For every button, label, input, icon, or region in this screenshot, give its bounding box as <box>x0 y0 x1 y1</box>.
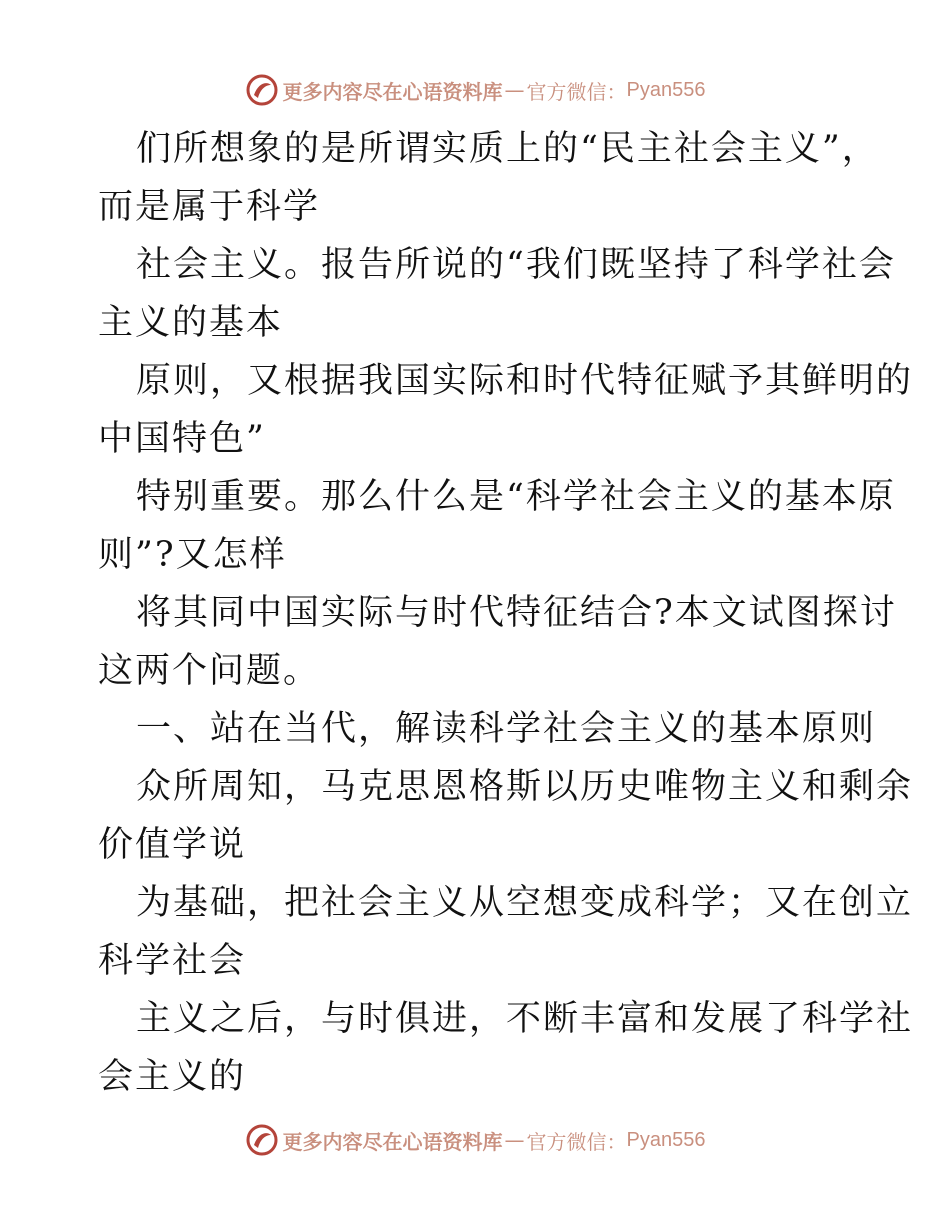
body-text-line: 社会主义。报告所说的“我们既坚持了科学社会 <box>136 245 896 285</box>
body-text-line: 而是属于科学 <box>98 187 321 227</box>
body-text-line: 众所周知，马克思恩格斯以历史唯物主义和剩余 <box>136 767 914 807</box>
body-text-line: 将其同中国实际与时代特征结合?本文试图探讨 <box>136 593 897 633</box>
banner-official-label: 官方微信： <box>526 79 627 104</box>
body-text-line: 则”?又怎样 <box>98 535 287 575</box>
banner-wechat-id: Pyan556 <box>626 78 706 101</box>
banner-separator: — <box>504 1128 525 1152</box>
banner-brand-text: 更多内容尽在心语资料库 <box>282 1129 503 1154</box>
body-text-line: 一、站在当代，解读科学社会主义的基本原则 <box>136 709 877 749</box>
body-text-line: 为基础，把社会主义从空想变成科学；又在创立 <box>136 883 914 923</box>
banner-official-label: 官方微信： <box>526 1129 627 1154</box>
banner-brand-text: 更多内容尽在心语资料库 <box>282 79 503 104</box>
logo-icon <box>245 1123 279 1157</box>
body-text-line: 会主义的 <box>98 1057 247 1097</box>
body-text-line: 中国特色” <box>98 419 266 459</box>
body-text-line: 们所想象的是所谓实质上的“民主社会主义”， <box>136 129 879 169</box>
footer-banner <box>0 1120 950 1160</box>
body-text-line: 主义的基本 <box>98 303 284 343</box>
body-text-line: 主义之后，与时俱进，不断丰富和发展了科学社 <box>136 999 914 1039</box>
body-text-line: 原则，又根据我国实际和时代特征赋予其鲜明的 <box>136 361 914 401</box>
header-banner <box>0 70 950 110</box>
body-text-line: 这两个问题。 <box>98 651 321 691</box>
body-text-line: 价值学说 <box>98 825 247 865</box>
banner-separator: — <box>504 78 525 102</box>
banner-wechat-id: Pyan556 <box>626 1128 706 1151</box>
body-text-line: 科学社会 <box>98 941 247 981</box>
logo-icon <box>245 73 279 107</box>
body-text-line: 特别重要。那么什么是“科学社会主义的基本原 <box>136 477 896 517</box>
document-body <box>98 120 914 1106</box>
